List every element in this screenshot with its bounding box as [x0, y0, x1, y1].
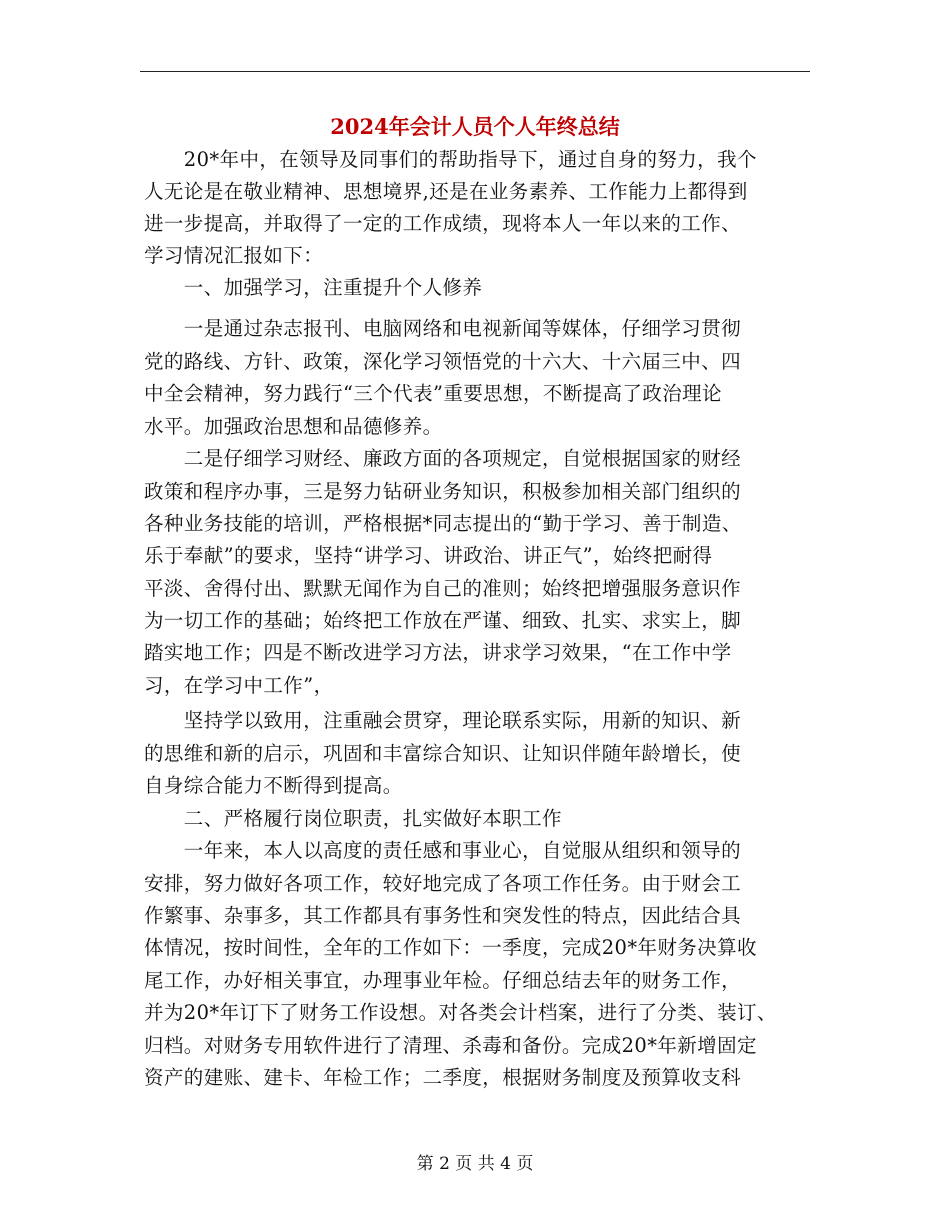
section-heading: 二、严格履行岗位职责，扎实做好本职工作 — [144, 807, 562, 830]
body-line: 一年来，本人以高度的责任感和事业心，自觉服从组织和领导的 — [144, 839, 742, 862]
body-line: 作繁事、杂事多，其工作都具有事务性和突发性的特点，因此结合具 — [144, 904, 742, 927]
body-line: 为一切工作的基础；始终把工作放在严谨、细致、扎实、求实上，脚 — [144, 609, 742, 632]
body-line: 人无论是在敬业精神、思想境界,还是在业务素养、工作能力上都得到 — [144, 180, 748, 203]
body-line: 乐于奉献”的要求，坚持“讲学习、讲政治、讲正气”，始终把耐得 — [144, 544, 713, 567]
body-line: 一是通过杂志报刊、电脑网络和电视新闻等媒体，仔细学习贯彻 — [144, 317, 742, 340]
body-line: 踏实地工作；四是不断改进学习方法，讲求学习效果，“在工作中学 — [144, 641, 732, 664]
body-line: 各种业务技能的培训，严格根据*同志提出的“勤于学习、善于制造、 — [144, 512, 742, 535]
body-line: 水平。加强政治思想和品德修养。 — [144, 415, 443, 438]
body-line: 党的路线、方针、政策，深化学习领悟党的十六大、十六届三中、四 — [144, 350, 742, 373]
body-line: 并为20*年订下了财务工作设想。对各类会计档案，进行了分类、装订、 — [144, 1001, 777, 1024]
body-line: 坚持学以致用，注重融会贯穿，理论联系实际，用新的知识、新 — [144, 709, 742, 732]
body-line: 中全会精神，努力践行“三个代表”重要思想，不断提高了政治理论 — [144, 382, 722, 405]
body-line: 平淡、舍得付出、默默无闻作为自己的准则；始终把增强服务意识作 — [144, 577, 742, 600]
body-line: 尾工作，办好相关事宜，办理事业年检。仔细总结去年的财务工作， — [144, 969, 742, 992]
body-line: 安排，努力做好各项工作，较好地完成了各项工作任务。由于财会工 — [144, 872, 742, 895]
body-line: 政策和程序办事，三是努力钻研业务知识，积极参加相关部门组织的 — [144, 480, 742, 503]
body-line: 资产的建账、建卡、年检工作；二季度，根据财务制度及预算收支科 — [144, 1066, 742, 1089]
page-number: 第 2 页 共 4 页 — [416, 1154, 534, 1174]
body-line: 学习情况汇报如下： — [144, 244, 324, 267]
body-line: 20*年中，在领导及同事们的帮助指导下，通过自身的努力，我个 — [144, 148, 757, 171]
section-heading: 一、加强学习，注重提升个人修养 — [144, 276, 483, 299]
body-line: 二是仔细学习财经、廉政方面的各项规定，自觉根据国家的财经 — [144, 447, 742, 470]
header-rule — [140, 71, 810, 72]
body-line: 进一步提高，并取得了一定的工作成绩，现将本人一年以来的工作、 — [144, 212, 742, 235]
document-title: 2024年会计人员个人年终总结 — [330, 114, 620, 139]
body-line: 归档。对财务专用软件进行了清理、杀毒和备份。完成20*年新增固定 — [144, 1034, 757, 1057]
body-line: 体情况，按时间性，全年的工作如下：一季度，完成20*年财务决算收 — [144, 936, 757, 959]
body-line: 的思维和新的启示，巩固和丰富综合知识、让知识伴随年龄增长，使 — [144, 742, 742, 765]
body-line: 自身综合能力不断得到提高。 — [144, 774, 403, 797]
body-line: 习，在学习中工作”， — [144, 674, 334, 697]
